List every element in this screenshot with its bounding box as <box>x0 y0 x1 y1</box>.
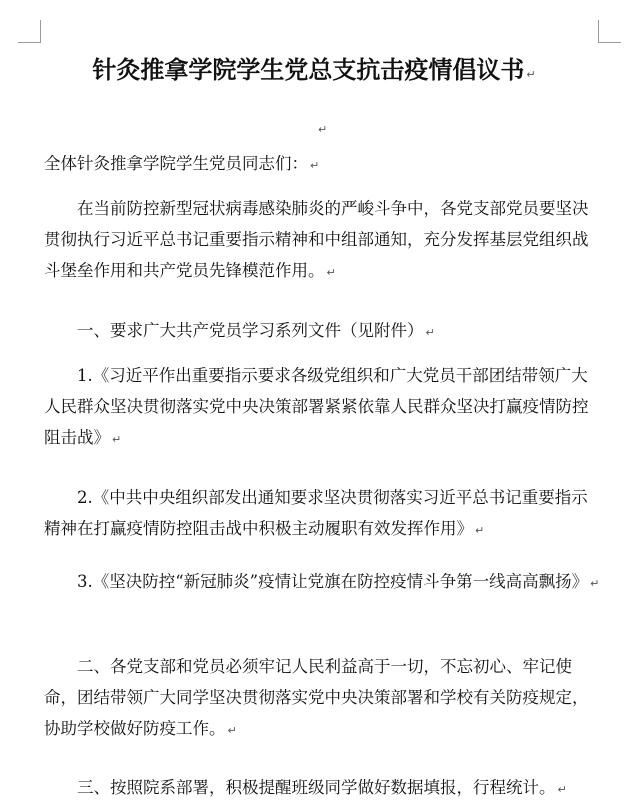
item3-text: 3.《坚决防控“新冠肺炎”疫情让党旗在防控疫情斗争第一线高高飘扬》 <box>77 572 589 591</box>
section2-text: 二、各党支部和党员必须牢记人民利益高于一切，不忘初心、牢记使命，团结带领广大同学坚决贯彻落实党中央决策部署和学校有关防疫规定，协助学校做好防疫工作。 <box>44 657 589 738</box>
page-corner-mark-top-right <box>598 20 621 43</box>
salutation <box>44 148 604 181</box>
intro-text: 在当前防控新型冠状病毒感染肺炎的严峻斗争中，各党支部党员要坚决贯彻执行习近平总书记重要指示精神和中组部通知，充分发挥基层党组织战斗堡垒作用和共产党员先锋模范作用。 <box>44 199 589 280</box>
section3-paragraph <box>44 772 604 805</box>
document-title <box>0 50 628 95</box>
section1-heading-text: 一、要求广大共产党员学习系列文件（见附件） <box>77 321 424 340</box>
paragraph-mark: ↵ <box>310 159 320 172</box>
paragraph-mark: ↵ <box>425 326 435 339</box>
paragraph-mark: ↵ <box>526 68 536 81</box>
item3-block <box>44 566 604 599</box>
item1-text: 1.《习近平作出重要指示要求各级党组织和广大党员干部团结带领广大人民群众坚决贯彻落实党中央决策部署紧紧依靠人民群众坚决打赢疫情防控阻击战》 <box>44 366 589 447</box>
salutation-text: 全体针灸推拿学院学生党员同志们： <box>44 154 308 173</box>
page-corner-mark-top-left <box>18 20 41 43</box>
item2-text: 2.《中共中央组织部发出通知要求坚决贯彻落实习近平总书记重要指示精神在打赢疫情防控阻击战中积极主动履职有效发挥作用》 <box>44 488 588 538</box>
paragraph-mark: ↵ <box>590 577 600 590</box>
empty-paragraph <box>316 118 327 137</box>
list-item <box>44 482 604 546</box>
intro-block <box>44 193 604 288</box>
list-item <box>44 360 604 455</box>
paragraph-mark: ↵ <box>318 123 328 136</box>
paragraph-mark: ↵ <box>326 266 336 279</box>
paragraph-mark: ↵ <box>475 524 485 537</box>
intro-paragraph <box>44 193 604 288</box>
salutation-block <box>44 148 604 181</box>
section2-paragraph <box>44 651 604 746</box>
item1-block <box>44 360 604 455</box>
item2-block <box>44 482 604 546</box>
paragraph-mark: ↵ <box>557 783 567 796</box>
section1-heading <box>44 315 604 348</box>
section3-block <box>44 772 604 805</box>
list-item <box>44 566 604 599</box>
document-title-text: 针灸推拿学院学生党总支抗击疫情倡议书 <box>92 56 525 84</box>
section1-heading-block <box>44 315 604 348</box>
section2-block <box>44 651 604 746</box>
section3-text: 三、按照院系部署，积极提醒班级同学做好数据填报，行程统计。 <box>77 778 556 797</box>
paragraph-mark: ↵ <box>227 724 237 737</box>
paragraph-mark: ↵ <box>112 433 122 446</box>
